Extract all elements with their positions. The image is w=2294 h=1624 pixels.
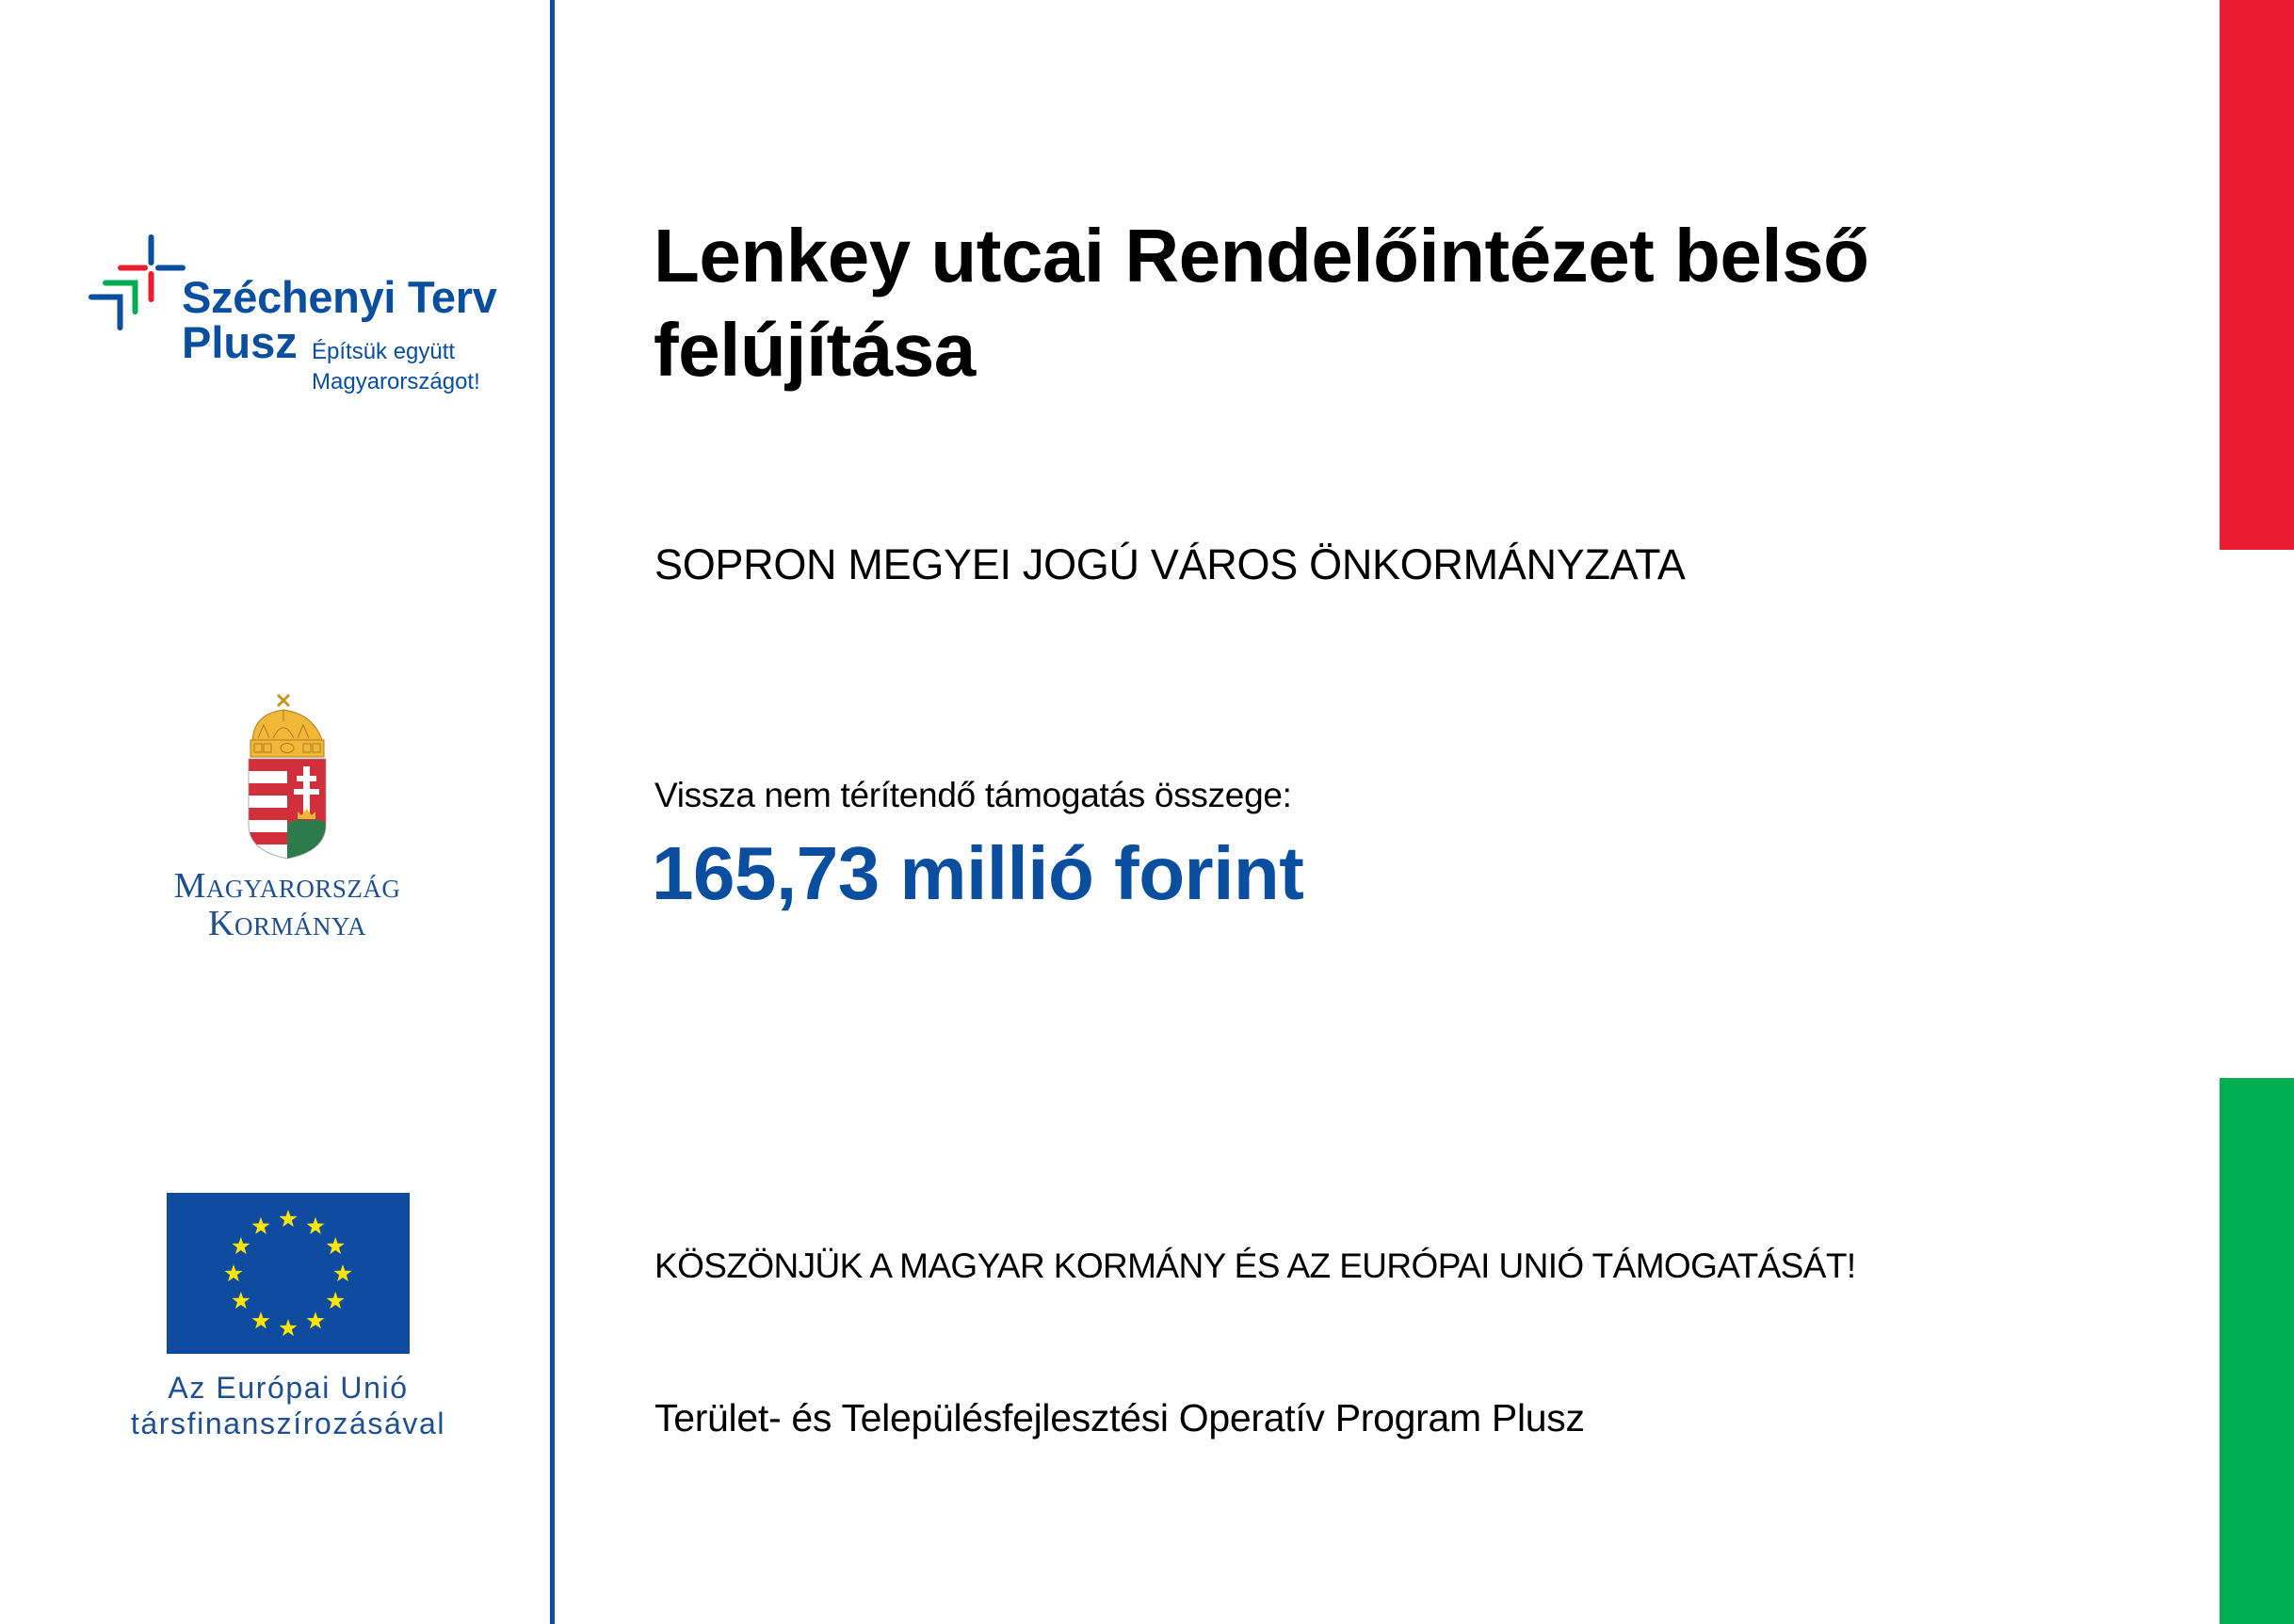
tagline-line-2: Magyarországot! <box>312 369 480 394</box>
eu-logo-line-2: társfinanszírozásával <box>130 1407 446 1440</box>
beneficiary-name: SOPRON MEGYEI JOGÚ VÁROS ÖNKORMÁNYZATA <box>654 540 1686 588</box>
project-title: Lenkey utcai Rendelőintézet belső felújítása <box>654 214 1869 392</box>
szechenyi-logo-tagline <box>312 337 480 397</box>
program-name: Terület- és Településfejlesztési Operatív Program Plusz <box>654 1396 1585 1439</box>
grant-amount-value: 165,73 millió forint <box>652 831 1304 915</box>
tagline-line-1: Építsük együtt <box>312 339 456 364</box>
szechenyi-logo-plusz: Plusz <box>182 317 298 367</box>
government-logo-line-2: Kormánya <box>208 904 366 943</box>
hungarian-coat-of-arms-icon <box>245 693 330 860</box>
government-logo-line-1: Magyarország <box>173 866 401 906</box>
szechenyi-cross-icon <box>85 231 193 334</box>
thanks-message: KÖSZÖNJÜK A MAGYAR KORMÁNY ÉS AZ EURÓPAI UNIÓ TÁMOGATÁSÁT! <box>654 1246 1856 1285</box>
flag-stripe-red <box>2220 0 2294 550</box>
flag-stripe-green <box>2220 1078 2294 1624</box>
eu-flag-icon <box>167 1193 410 1354</box>
eu-logo-line-1: Az Európai Unió <box>168 1371 409 1405</box>
szechenyi-logo-title: Széchenyi Terv <box>182 272 497 322</box>
vertical-divider <box>550 0 555 1624</box>
grant-amount-label: Vissza nem térítendő támogatás összege: <box>654 776 1292 814</box>
